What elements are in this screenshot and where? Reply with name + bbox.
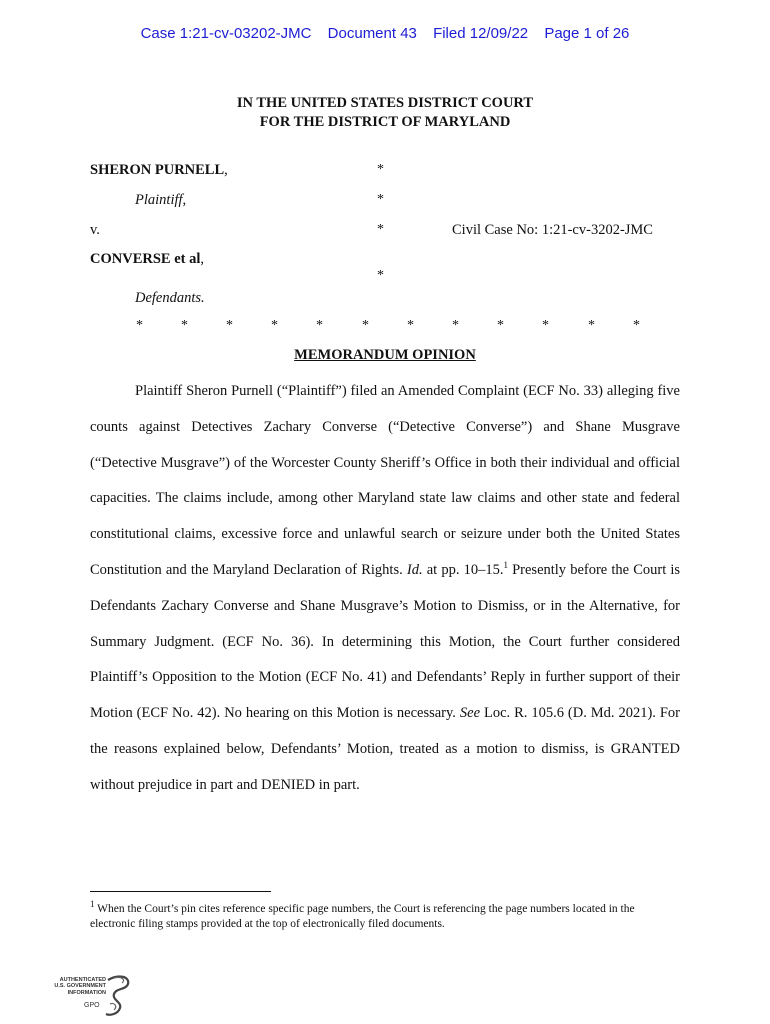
court-line-1: IN THE UNITED STATES DISTRICT COURT	[236, 95, 534, 111]
body-text-segment: Plaintiff Sheron Purnell (“Plaintiff”) filed an Amended Complaint (ECF No. 33) alleging five counts against Detectives Zachary Converse (“Detective Converse”) and Shane Musgrave (“Detective Musgrave”) of the Worcester County Sheriff’s Office in both their individual and official capacities. The claims include, among other Maryland state law claims and other state and federal constitutional claims, excessive force and unlawful search or seizure under both the United States Constitution and the Maryland Declaration of Rights.	[90, 383, 680, 578]
gpo-line: U.S. GOVERNMENT	[54, 983, 106, 990]
document-number: Document 43	[327, 25, 417, 42]
row-star: *	[542, 318, 549, 333]
gpo-line: AUTHENTICATED	[59, 977, 106, 983]
citation-signal: See	[459, 705, 481, 722]
defendant-comma: ,	[200, 251, 204, 267]
court-heading	[0, 94, 770, 132]
plaintiff-name: SHERON PURNELL	[90, 162, 225, 178]
plaintiff-role-comma: ,	[182, 192, 187, 208]
defendant-role: Defendants.	[135, 290, 205, 306]
row-star: *	[407, 318, 414, 333]
row-star: *	[633, 318, 640, 333]
opinion-title: MEMORANDUM OPINION	[294, 347, 476, 363]
body-text-segment: Presently before the Court is Defendants Zachary Converse and Shane Musgrave’s Motion to Dismiss, or in the Alternative, for Summary Judgment. (ECF No. 36). In determining this Motion, the Court further considered Plaintiff’s Opposition to the Motion (ECF No. 41) and Defendants’ Reply in further support of their Motion (ECF No. 42). No hearing on this Motion is necessary.	[90, 561, 681, 722]
row-star: *	[316, 318, 323, 333]
body-text-segment: Loc. R. 105.6 (D. Md. 2021). For the reasons explained below, Defendants’ Motion, treated as a motion to dismiss, is GRANTED without prejudice in part and DENIED in part.	[90, 705, 681, 793]
row-star: *	[362, 318, 369, 333]
body-text-segment: at pp. 10–15.	[426, 561, 504, 578]
row-star: *	[588, 318, 595, 333]
filing-stamp	[0, 25, 770, 42]
row-star: *	[136, 318, 143, 333]
defendant-name: CONVERSE et al	[90, 251, 201, 267]
footnote-reference: 1	[503, 560, 508, 571]
plaintiff-comma: ,	[224, 162, 228, 178]
page-number: Page 1 of 26	[544, 25, 630, 42]
caption-star: *	[377, 162, 384, 177]
court-line-2: FOR THE DISTRICT OF MARYLAND	[259, 114, 511, 130]
footnote	[90, 899, 680, 932]
plaintiff-role: Plaintiff	[135, 192, 183, 208]
caption-star: *	[377, 222, 384, 237]
footnote-mark: 1	[90, 899, 95, 910]
civil-case-number: Civil Case No: 1:21-cv-3202-JMC	[452, 222, 653, 238]
versus: v.	[90, 222, 100, 238]
row-star: *	[452, 318, 459, 333]
gpo-line: INFORMATION	[67, 989, 106, 996]
plaintiff-name-line	[90, 162, 228, 179]
footnote-text: When the Court’s pin cites reference specific page numbers, the Court is referencing the page numbers located in the electronic filing stamps provided at the top of electronically filed documents.	[90, 903, 635, 930]
filed-date: Filed 12/09/22	[433, 25, 529, 42]
plaintiff-role-line	[135, 192, 186, 209]
citation-id: Id.	[406, 561, 423, 578]
body-paragraph	[90, 374, 680, 804]
gpo-authentication-seal	[44, 974, 134, 1018]
footnote-divider	[90, 891, 271, 892]
defendant-name-line	[90, 251, 204, 268]
opinion-body	[90, 374, 680, 804]
row-star: *	[271, 318, 278, 333]
caption-star: *	[377, 268, 384, 283]
gpo-mark: GPO	[84, 1002, 100, 1009]
row-star: *	[181, 318, 188, 333]
gpo-eagle-icon	[104, 974, 134, 1018]
row-star: *	[226, 318, 233, 333]
gpo-seal-text	[44, 977, 106, 996]
caption-star: *	[377, 192, 384, 207]
row-star: *	[497, 318, 504, 333]
case-number: Case 1:21-cv-03202-JMC	[140, 25, 312, 42]
